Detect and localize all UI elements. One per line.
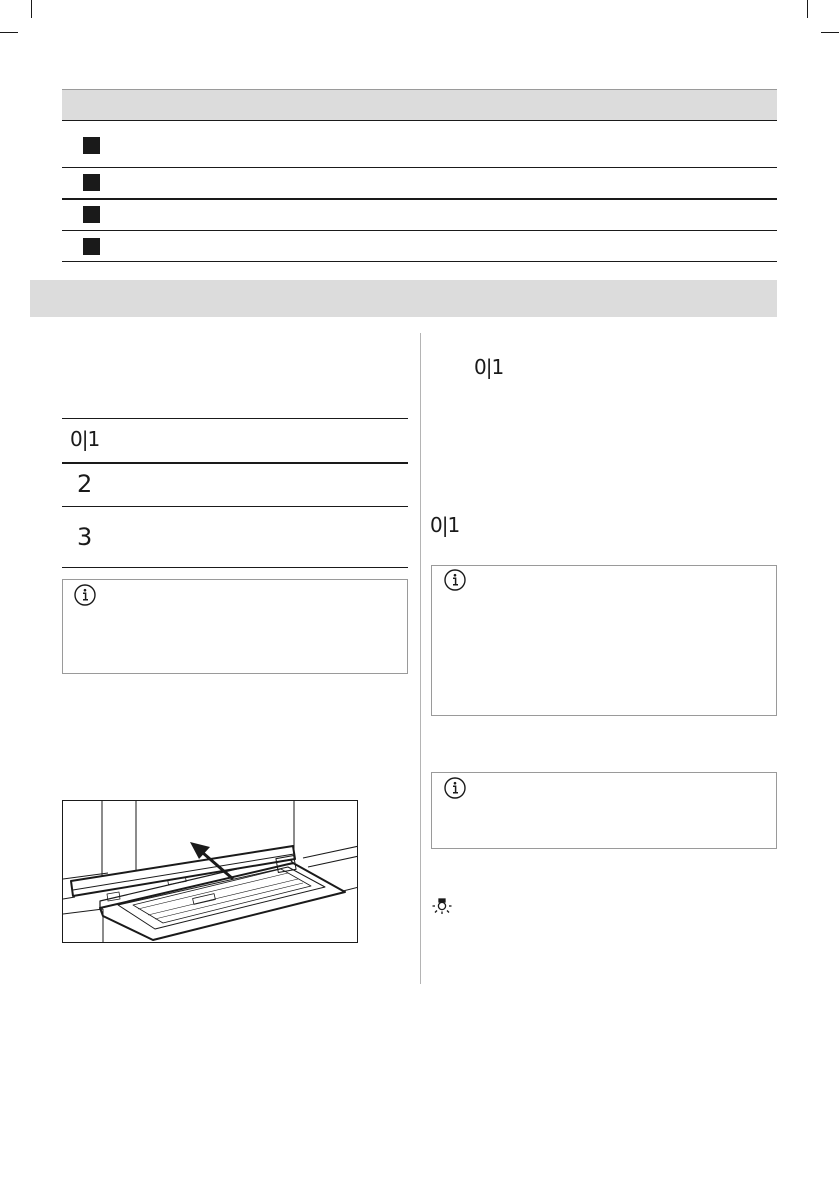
crop-mark <box>807 0 808 18</box>
info-box <box>431 772 777 849</box>
table-divider <box>62 462 408 464</box>
info-box <box>431 565 777 716</box>
hood-illustration <box>62 800 358 943</box>
section-heading-bar <box>30 280 777 317</box>
table-row-marker <box>83 137 100 154</box>
crop-mark <box>31 0 32 18</box>
info-icon <box>74 584 96 606</box>
info-box <box>62 579 408 674</box>
table-divider <box>62 198 777 200</box>
table-divider <box>62 567 408 568</box>
speed-2-symbol: 2 <box>77 470 93 498</box>
on-off-symbol: 0|1 <box>70 427 100 451</box>
table-divider <box>62 167 777 168</box>
table-divider <box>62 418 408 419</box>
on-off-symbol: 0|1 <box>474 355 504 379</box>
table-header <box>62 89 777 121</box>
table-row-marker <box>83 206 100 223</box>
info-icon <box>444 777 466 799</box>
table-divider <box>62 261 777 262</box>
table-divider <box>62 230 777 231</box>
light-bulb-icon <box>431 896 453 918</box>
speed-3-symbol: 3 <box>77 523 93 551</box>
hood-drawing <box>63 801 358 943</box>
table-row-marker <box>83 174 100 191</box>
table-row-marker <box>83 238 100 255</box>
on-off-symbol: 0|1 <box>430 513 460 537</box>
crop-mark <box>821 32 839 33</box>
table-divider <box>62 506 408 507</box>
info-icon <box>444 569 466 591</box>
crop-mark <box>0 32 18 33</box>
column-separator <box>420 333 421 984</box>
